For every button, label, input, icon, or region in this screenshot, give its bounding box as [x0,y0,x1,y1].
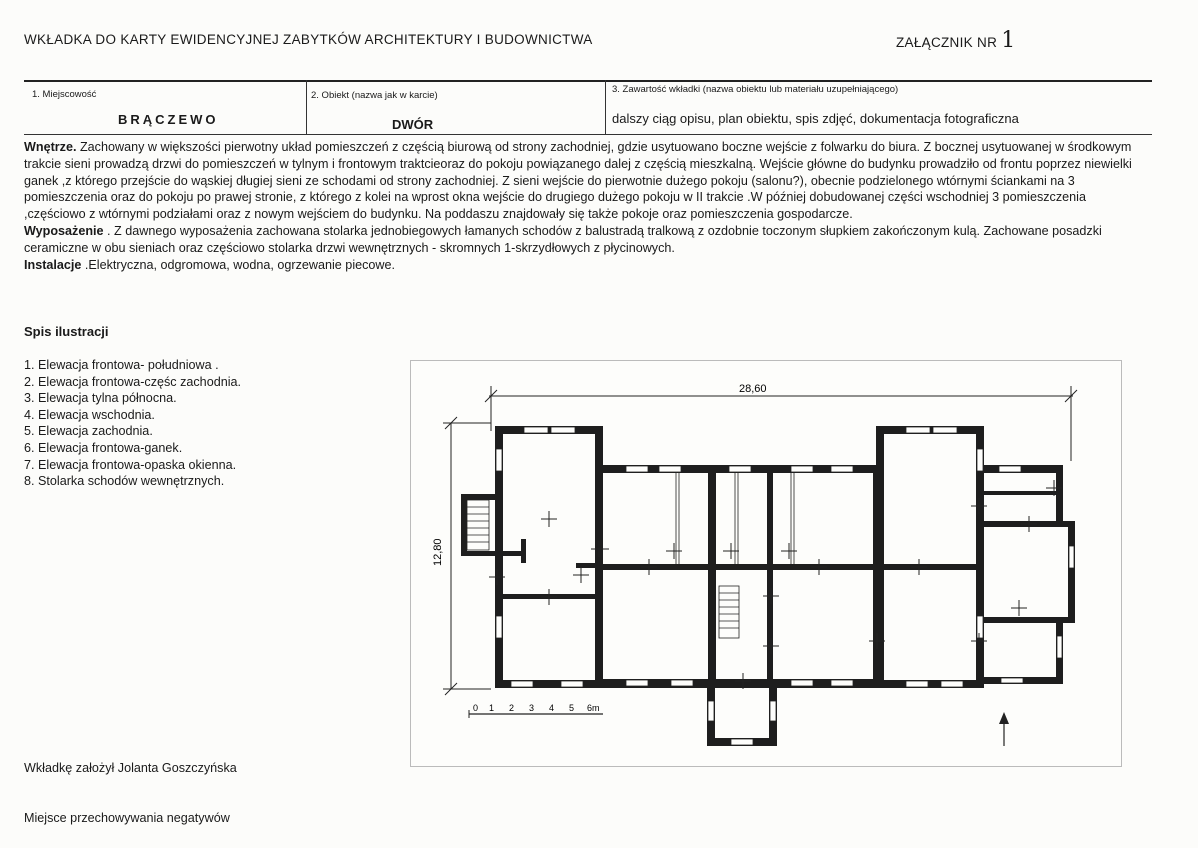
scale-tick-2: 2 [509,703,515,713]
field-object-label: 2. Obiekt (nazwa jak w karcie) [311,90,438,101]
interior-heading: Wnętrze. [24,140,77,154]
scale-tick-1: 1 [489,703,495,713]
interior-text: Zachowany w większości pierwotny układ pomieszczeń z częścią biurową od strony zachodniej, gdzie usytuowano boczne wejście z folwarku do biura. Z bocznej usytuowanej w środkowym trakcie sieni prowadzą drzwi do pomieszczeń w tylnym i frontowym traktcieoraz do pokoju powiązanego dalej z częścią mieszkalną. Wejście główne do budynku prowadziło od frontu poprzez niewielki ganek ,z którego przejście do wąskiej długiej sieni ze schodami od strony zachodniej. Z sieni wejście do pierwotnie dużego pokoju (salonu?), obecnie podzielonego wtórnymi ściankami na 3 pomieszczenia oraz do pokoju po prawej stronie, z którego z kolei na wprost okna wejście do drugiego dużego pokoju w II trakcie .W później dobudowanej części wschodniej 3 pomieszczenia ,częściowo z wtórnymi podziałami oraz z nowym wejściem do budynku. Na poddaszu znajdowały się także pokoje oraz pomieszczenia gospodarcze. [24,140,1132,222]
equipment-heading: Wyposażenie [24,223,104,238]
walls [461,426,1075,746]
annex-number: 1 [1001,28,1016,53]
scale-tick-6: 6m [587,703,600,713]
depth-dimension: 12,80 [432,538,444,566]
fields-divider-1 [306,80,307,134]
field-object-value: DWÓR [392,117,434,132]
fields-bottom-rule [24,134,1152,135]
illustration-item: 6. Elewacja frontowa-ganek. [24,440,183,455]
installations-paragraph [24,257,1134,274]
illustration-item: 1. Elewacja frontowa- południowa . [24,358,219,372]
installations-heading: Instalacje [24,257,82,272]
scale-bar [469,703,603,718]
annex-label-text: ZAŁĄCZNIK NR [896,35,998,50]
form-title: WKŁADKA DO KARTY EWIDENCYJNEJ ZABYTKÓW ARCHITEKTURY I BUDOWNICTWA [24,32,593,47]
negatives-location-line: Miejsce przechowywania negatywów [24,811,230,825]
field-location-value: BRĄCZEWO [118,112,219,127]
illustration-item: 3. Elewacja tylna północna. [24,391,177,406]
illustrations-title: Spis ilustracji [24,324,109,339]
illustration-item: 4. Elewacja wschodnia. [24,407,155,422]
windows [496,427,1074,745]
author-line: Wkładkę założył Jolanta Goszczyńska [24,761,237,775]
scale-tick-5: 5 [569,703,575,713]
floor-plan-drawing [411,361,1121,766]
description-block [24,139,1134,273]
illustration-item: 2. Elewacja frontowa-częśc zachodnia. [24,374,242,389]
installations-text: .Elektryczna, odgromowa, wodna, ogrzewanie piecowe. [81,257,396,272]
illustrations-list [24,357,241,490]
illustration-item: 7. Elewacja frontowa-opaska okienna. [24,457,237,472]
equipment-text: . Z dawnego wyposażenia zachowana stolarka jednobiegowych łamanych schodów z balustradą tralkową z ozdobnie toczonym słupkiem zakończonym kulą. Zachowane posadzki ceramiczne w obu sieniach oraz częściowo stolarka drzwi wewnętrznych - skromnych 1-skrzydłowych z płycinowych. [24,223,1102,255]
fields-top-rule [24,80,1152,82]
equipment-paragraph [24,223,1134,257]
north-arrow-icon [999,712,1009,746]
scale-tick-0: 0 [473,703,479,713]
scale-tick-3: 3 [529,703,535,713]
floor-plan [410,360,1122,767]
width-dimension: 28,60 [739,383,767,395]
annex-label [896,28,1016,53]
field-contents-value: dalszy ciąg opisu, plan obiektu, spis zdjęć, dokumentacja fotograficzna [612,111,1019,126]
illustration-item: 5. Elewacja zachodnia. [24,424,153,439]
interior-paragraph [24,139,1134,223]
field-contents-label: 3. Zawartość wkładki (nazwa obiektu lub materiału uzupełniającego) [612,84,899,95]
field-location-label: 1. Miejscowość [32,89,97,100]
illustration-item: 8. Stolarka schodów wewnętrznych. [24,474,225,489]
scale-tick-4: 4 [549,703,555,713]
fields-divider-2 [605,80,606,134]
